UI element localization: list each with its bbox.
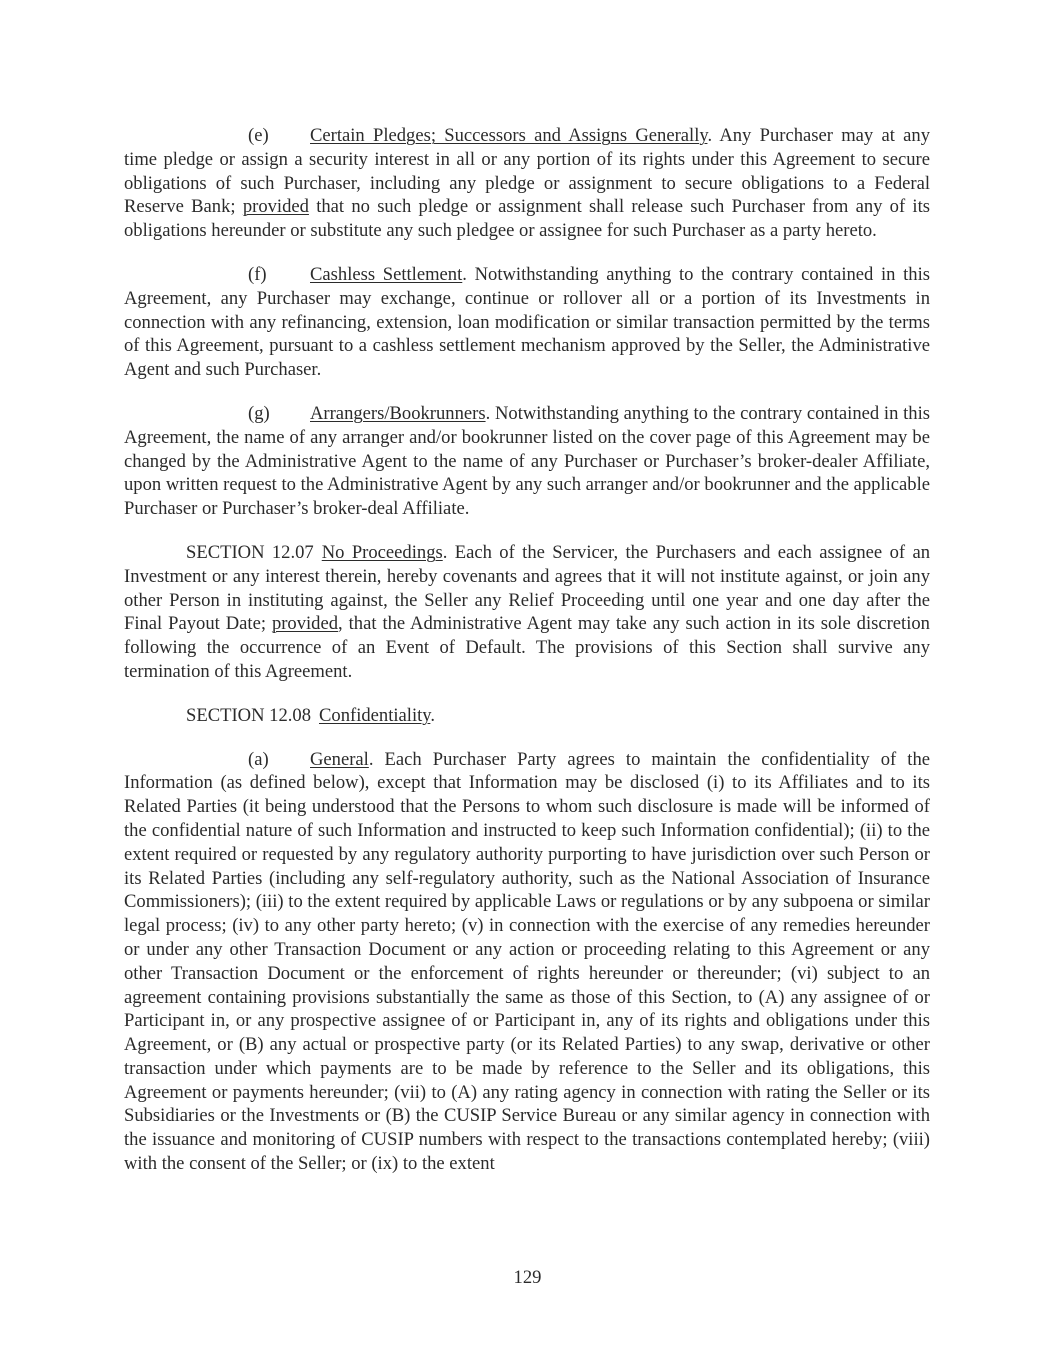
paragraph-a-general — [124, 748, 930, 1176]
paragraph-e — [124, 124, 930, 243]
paragraph-f — [124, 263, 930, 382]
paragraph-a-label: (a) — [248, 748, 269, 770]
paragraph-f-label: (f) — [248, 263, 267, 285]
paragraph-a-text: . Each Purchaser Party agrees to maintain the confidentiality of the Information (as defined below), except that Information may be disclosed (i) to its Affiliates and to its Related Parties (it being understood that the Persons to whom such disclosure is made will be informed of the confidential nature of such Information and instructed to keep such Information confidential); (ii) to the extent required or requested by any regulatory authority purporting to have jurisdiction over such Person or its Related Parties (including any self-regulatory authority, such as the National Association of Insurance Commissioners); (iii) to the extent required by applicable Laws or regulations or by any subpoena or similar legal process; (iv) to any other party hereto; (v) in connection with the exercise of any remedies hereunder or under any other Transaction Document or any action or proceeding relating to this Agreement or any other Transaction Document or the enforcement of rights hereunder or thereunder; (vi) subject to an agreement containing provisions substantially the same as those of this Section, to (A) any assignee of or Participant in, or any prospective assignee of or Participant in, any of its rights and obligations under this Agreement, or (B) any actual or prospective party (or its Related Parties) to any swap, derivative or other transaction under which payments are to be made by reference to the Seller and its obligations, this Agreement or payments hereunder; (vii) to (A) any rating agency in connection with rating the Seller or its Subsidiaries or the Investments or (B) the CUSIP Service Bureau or any similar agency in connection with the issuance and monitoring of CUSIP numbers with respect to the transactions contemplated hereby; (viii) with the consent of the Seller; or (ix) to the extent — [124, 748, 930, 1175]
section-12-08-number: SECTION 12.08 — [186, 704, 311, 726]
paragraph-g-label: (g) — [248, 402, 270, 424]
paragraph-e-label: (e) — [248, 125, 269, 146]
section-12-07-heading: No Proceedings — [321, 541, 443, 563]
paragraph-f-text: . Notwithstanding anything to the contrary contained in this Agreement, any Purchaser may exchange, continue or rollover all or a portion of its Investments in connection with any refinancing, extension, loan modification or similar transaction permitted by the terms of this Agreement, pursuant to a cashless settlement mechanism approved by the Seller, the Administrative Agent and such Purchaser. — [124, 263, 931, 381]
section-12-08-heading: Confidentiality — [319, 704, 431, 726]
paragraph-g — [124, 402, 930, 521]
paragraph-e-text-rest: that no such pledge or assignment shall release such Purchaser from any of its obligations hereunder or substitute any such pledgee or assignee for such Purchaser as a party hereto. — [124, 196, 930, 242]
document-body — [124, 124, 930, 1196]
section-12-08 — [124, 704, 930, 728]
paragraph-f-heading: Cashless Settlement — [310, 263, 463, 285]
paragraph-a-heading: General — [310, 748, 369, 770]
paragraph-e-heading: Certain Pledges; Successors and Assigns Generally — [310, 125, 708, 146]
paragraph-e-text: . Any Purchaser may at any time pledge or assign a security interest in all or any portion of its rights under this Agreement to secure obligations of such Purchaser, including any pledge or assignment to secure obligations to a Federal Reserve Bank; — [124, 125, 930, 218]
page-number: 129 — [513, 1267, 542, 1288]
paragraph-g-text: . Notwithstanding anything to the contrary contained in this Agreement, the name of any arranger and/or bookrunner listed on the cover page of this Agreement may be changed by the Administrative Agent to the name of any Purchaser or Purchaser’s broker-dealer Affiliate, upon written request to the Administrative Agent by any such arranger and/or bookrunner and the applicable Purchaser or Purchaser’s broker-deal Affiliate. — [124, 402, 931, 520]
section-12-07-number: SECTION 12.07 — [186, 541, 314, 563]
section-12-08-period: . — [430, 704, 436, 726]
paragraph-e-provided: provided — [242, 196, 309, 218]
paragraph-g-heading: Arrangers/Bookrunners — [310, 402, 486, 424]
section-12-07-provided: provided — [271, 613, 339, 635]
section-12-07 — [124, 541, 930, 684]
section-12-07-text: . Each of the Servicer, the Purchasers and each assignee of an Investment or any interest therein, hereby covenants and agrees that it will not institute against, or join any other Person in instituting against, the Seller any Relief Proceeding until one year and one day after the Final Payout Date; — [124, 541, 930, 635]
section-12-07-text-rest: , that the Administrative Agent may take any such action in its sole discretion following the occurrence of an Event of Default. The provisions of this Section shall survive any termination of this Agreement. — [124, 613, 930, 682]
